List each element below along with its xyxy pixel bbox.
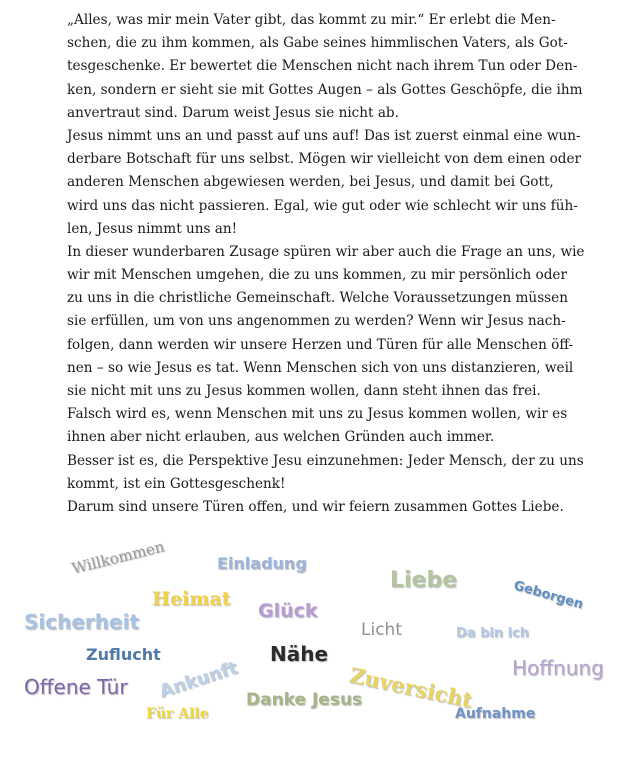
text-line: schen, die zu ihm kommen, als Gabe seines himmlischen Vaters, als Got- <box>67 35 568 52</box>
word-cloud-word: Einladung <box>217 554 307 573</box>
text-line: derbare Botschaft für uns selbst. Mögen wir vielleicht von dem einen oder <box>67 151 582 168</box>
paragraph <box>67 9 583 125</box>
word-cloud-word: Ankunft <box>156 657 241 703</box>
text-line: anderen Menschen abgewiesen werden, bei Jesus, und damit bei Gott, <box>67 174 554 191</box>
text-line: ihnen aber nicht erlauben, aus welchen Gründen auch immer. <box>67 429 495 446</box>
word-cloud-word: Nähe <box>270 642 329 666</box>
text-line: In dieser wunderbaren Zusage spüren wir aber auch die Frage an uns, wie <box>67 243 585 260</box>
text-line: zu uns in die christliche Gemeinschaft. Welche Voraussetzungen müssen <box>67 290 568 307</box>
text-line: sie nicht mit uns zu Jesus kommen wollen, dann steht ihnen das frei. <box>67 383 541 399</box>
text-line: len, Jesus nimmt uns an! <box>67 220 238 237</box>
paragraph <box>67 496 567 519</box>
word-cloud-word: Licht <box>361 620 402 640</box>
word-cloud-word: Hoffnung <box>512 656 604 680</box>
paragraph <box>67 403 567 449</box>
word-cloud-word: Geborgen <box>511 578 585 613</box>
text-line: wir mit Menschen umgehen, die zu uns kommen, zu mir persönlich oder <box>67 267 567 284</box>
paragraph <box>67 241 585 403</box>
word-cloud-word: Da bin ich <box>456 626 530 641</box>
text-line: folgen, dann werden wir unsere Herzen und Türen für alle Menschen öff- <box>67 336 574 353</box>
paragraph <box>67 125 582 241</box>
word-cloud-word: Danke Jesus <box>246 690 363 710</box>
text-line: anvertraut sind. Darum weist Jesus sie nicht ab. <box>67 104 399 121</box>
text-line: Darum sind unsere Türen offen, und wir feiern zusammen Gottes Liebe. <box>67 498 564 515</box>
word-cloud-word: Liebe <box>390 568 458 593</box>
word-cloud-word: Zuflucht <box>86 645 161 664</box>
text-line: Besser ist es, die Perspektive Jesu einzunehmen: Jeder Mensch, der zu uns <box>67 452 584 469</box>
word-cloud-word: Sicherheit <box>24 610 139 634</box>
text-line: Falsch wird es, wenn Menschen mit uns zu Jesus kommen wollen, wir es <box>67 406 568 423</box>
word-cloud-word: Offene Tür <box>24 675 128 699</box>
text-line: tesgeschenke. Er bewertet die Menschen nicht nach ihrem Tun oder Den- <box>67 58 578 75</box>
text-line: Jesus nimmt uns an und passt auf uns auf! Das ist zuerst einmal eine wun- <box>67 127 581 144</box>
word-cloud <box>0 520 632 760</box>
word-cloud-word: Heimat <box>152 588 231 610</box>
body-text <box>67 9 585 519</box>
text-line: wird uns das nicht passieren. Egal, wie gut oder wie schlecht wir uns füh- <box>67 197 578 214</box>
text-line: nen – so wie Jesus es tat. Wenn Menschen sich von uns distanzieren, weil <box>67 359 574 376</box>
word-cloud-word: Für Alle <box>146 706 209 722</box>
text-line: „Alles, was mir mein Vater gibt, das kommt zu mir.“ Er erlebt die Men- <box>67 12 556 28</box>
word-cloud-word: Aufnahme <box>455 706 536 722</box>
text-line: kommt, ist ein Gottesgeschenk! <box>67 475 286 492</box>
paragraph <box>67 450 584 496</box>
word-cloud-word: Willkommen <box>69 537 167 578</box>
word-cloud-word: Zuversicht <box>347 662 475 713</box>
word-cloud-word: Glück <box>258 600 318 622</box>
text-line: ken, sondern er sieht sie mit Gottes Augen – als Gottes Geschöpfe, die ihm <box>67 81 583 98</box>
text-line: sie erfüllen, um von uns angenommen zu werden? Wenn wir Jesus nach- <box>67 313 566 330</box>
